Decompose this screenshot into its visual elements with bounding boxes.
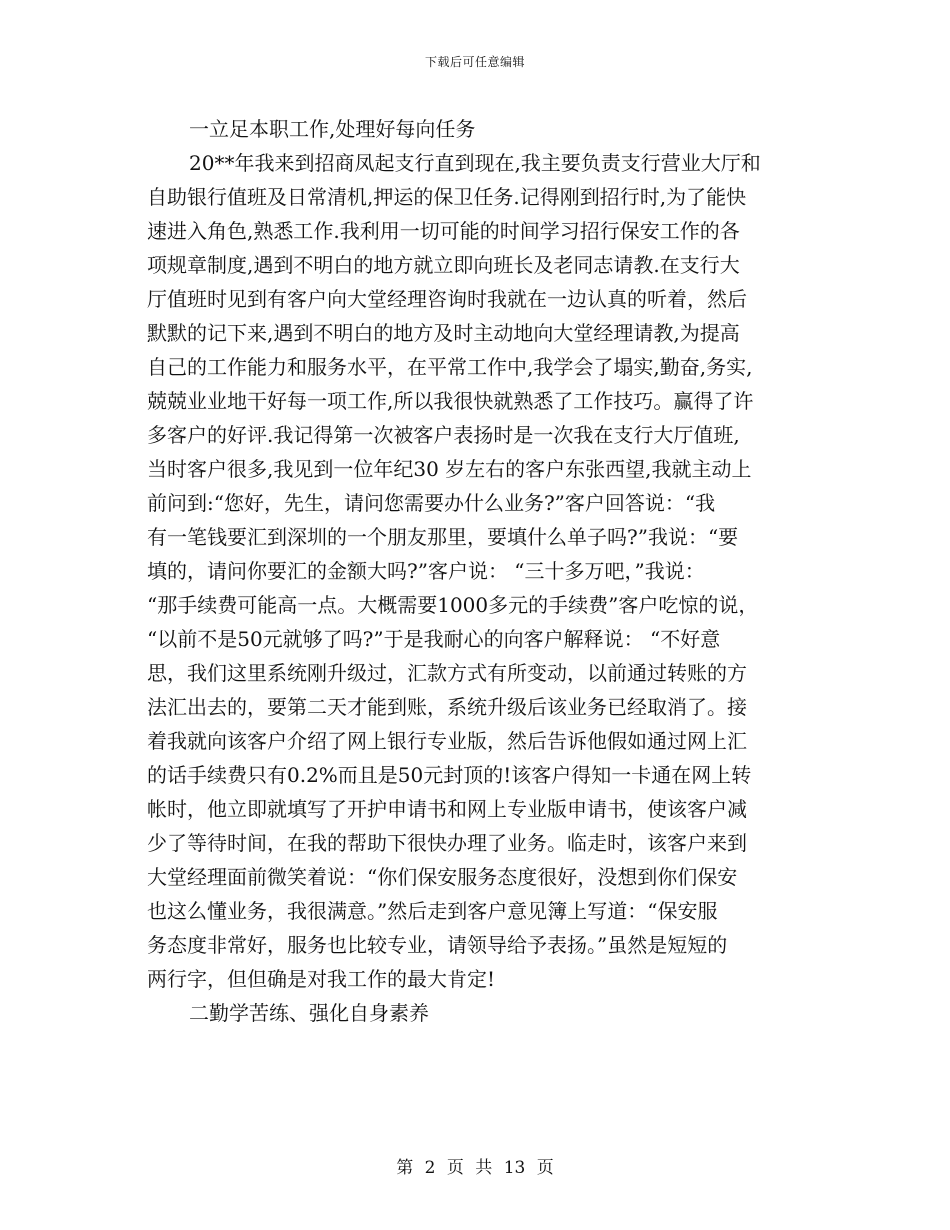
paragraph-line: 思，我们这里系统刚升级过，汇款方式有所变动，以前通过转账的方 <box>147 661 747 685</box>
page-footer: 第 2 页 共 13 页 <box>396 1158 554 1178</box>
paragraph-line: “那手续费可能高一点。大概需要1000多元的手续费”客户吃惊的说， <box>147 593 759 617</box>
paragraph-line: 的话手续费只有0.2%而且是50元封顶的!该客户得知一卡通在网上转 <box>147 763 752 787</box>
section-heading-1: 一立足本职工作,处理好每向任务 <box>189 117 476 141</box>
paragraph-line: 自己的工作能力和服务水平，在平常工作中,我学会了塌实,勤奋,务实, <box>147 355 753 379</box>
paragraph-line: 速进入角色,熟悉工作.我利用一切可能的时间学习招行保安工作的各 <box>147 219 740 243</box>
paragraph-line: 20**年我来到招商凤起支行直到现在,我主要负责支行营业大厅和 <box>189 151 761 175</box>
paragraph-line: 务态度非常好，服务也比较专业，请领导给予表扬。”虽然是短短的 <box>147 933 728 957</box>
paragraph-line: 当时客户很多,我见到一位年纪30 岁左右的客户东张西望,我就主动上 <box>147 457 752 481</box>
paragraph-line: 也这么懂业务，我很满意。”然后走到客户意见簿上写道：“保安服 <box>147 899 718 923</box>
document-body <box>147 112 817 1030</box>
paragraph-line: 填的，请问你要汇的金额大吗?”客户说： “三十多万吧，”我说： <box>147 559 705 583</box>
paragraph-line: 少了等待时间，在我的帮助下很快办理了业务。临走时，该客户来到 <box>147 831 747 855</box>
paragraph-line: 厅值班时见到有客户向大堂经理咨询时我就在一边认真的听着，然后 <box>147 287 747 311</box>
paragraph-line: 默默的记下来,遇到不明白的地方及时主动地向大堂经理请教,为提高 <box>147 321 740 345</box>
page-header: 下载后可任意编辑 <box>424 55 525 69</box>
paragraph-line: 法汇出去的，要第二天才能到账，系统升级后该业务已经取消了。接 <box>147 695 747 719</box>
paragraph-line: 有一笔钱要汇到深圳的一个朋友那里，要填什么单子吗?”我说：“要 <box>147 525 739 549</box>
section-heading-2: 二勤学苦练、强化自身素养 <box>189 1001 429 1025</box>
paragraph-line: 项规章制度,遇到不明白的地方就立即向班长及老同志请教.在支行大 <box>147 253 740 277</box>
paragraph-line: 着我就向该客户介绍了网上银行专业版，然后告诉他假如通过网上汇 <box>147 729 747 753</box>
paragraph-line: 兢兢业业地干好每一项工作,所以我很快就熟悉了工作技巧。赢得了许 <box>147 389 754 413</box>
paragraph-line: 帐时，他立即就填写了开护申请书和网上专业版申请书，使该客户减 <box>147 797 747 821</box>
paragraph-line: 多客户的好评.我记得第一次被客户表扬时是一次我在支行大厅值班, <box>147 423 740 447</box>
paragraph-line: 自助银行值班及日常清机,押运的保卫任务.记得刚到招行时,为了能快 <box>147 185 747 209</box>
paragraph-line: “以前不是50元就够了吗?”于是我耐心的向客户解释说： “不好意 <box>147 627 721 651</box>
paragraph-line: 大堂经理面前微笑着说：“你们保安服务态度很好，没想到你们保安 <box>147 865 738 889</box>
paragraph-line: 两行字，但但确是对我工作的最大肯定! <box>147 967 496 991</box>
paragraph-line: 前问到:“您好，先生，请问您需要办什么业务?”客户回答说：“我 <box>147 491 716 515</box>
